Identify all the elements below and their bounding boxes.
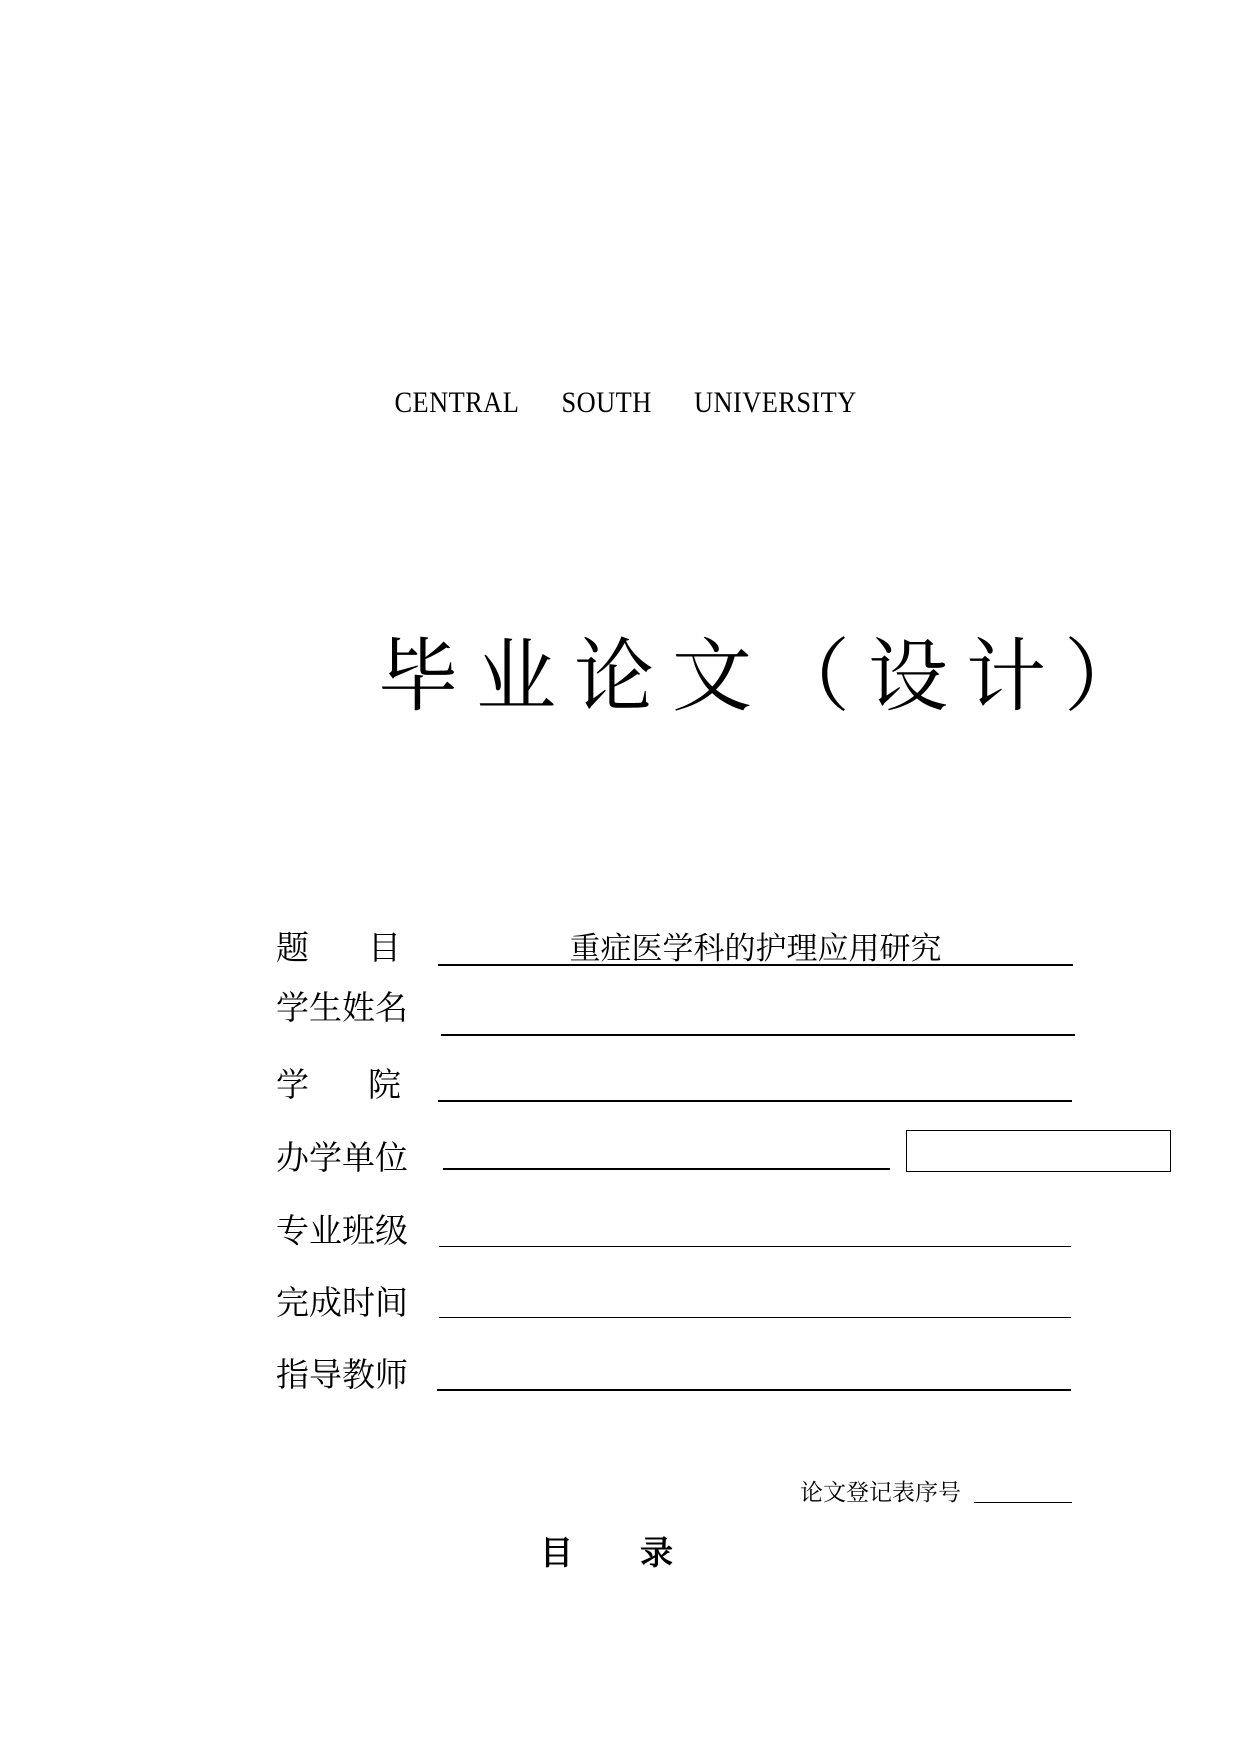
major-class-label: 专业班级 <box>276 1211 408 1250</box>
university-word: CENTRAL <box>394 386 520 419</box>
university-word: UNIVERSITY <box>693 386 857 419</box>
school-unit-field[interactable] <box>443 1130 890 1166</box>
topic-underline <box>438 964 1073 966</box>
registration-number-underline <box>974 1502 1072 1503</box>
topic-value[interactable]: 重症医学科的护理应用研究 <box>569 931 942 967</box>
registration-number-field[interactable] <box>974 1474 1072 1502</box>
college-label: 学 院 <box>276 1065 401 1104</box>
thesis-title: 毕业论文（设计） <box>378 630 1162 723</box>
registration-number-label: 论文登记表序号 <box>800 1480 961 1506</box>
university-name <box>80 386 1172 420</box>
toc-heading: 目 录 <box>540 1533 673 1572</box>
student-name-label: 学生姓名 <box>276 988 408 1027</box>
student-name-field[interactable] <box>441 990 1075 1026</box>
school-unit-box[interactable] <box>906 1130 1171 1172</box>
topic-label: 题 目 <box>276 928 401 967</box>
advisor-underline <box>437 1389 1071 1391</box>
school-unit-underline <box>443 1168 890 1170</box>
completion-time-field[interactable] <box>439 1276 1071 1312</box>
completion-time-label: 完成时间 <box>276 1283 408 1322</box>
advisor-field[interactable] <box>437 1348 1071 1384</box>
college-field[interactable] <box>438 1058 1072 1094</box>
major-class-underline <box>439 1246 1071 1247</box>
college-underline <box>438 1100 1072 1102</box>
student-name-underline <box>441 1034 1075 1036</box>
completion-time-underline <box>439 1317 1071 1318</box>
major-class-field[interactable] <box>439 1204 1071 1240</box>
school-unit-label: 办学单位 <box>276 1138 408 1177</box>
advisor-label: 指导教师 <box>276 1355 408 1394</box>
university-word: SOUTH <box>561 386 652 419</box>
